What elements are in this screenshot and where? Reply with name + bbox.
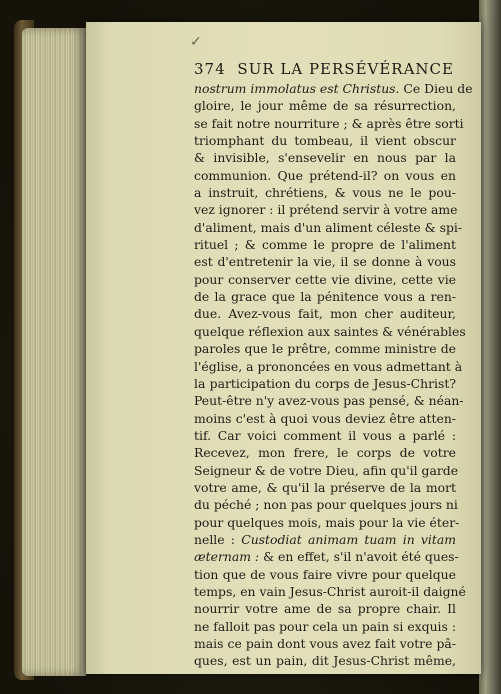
- line-text: ques, est un pain, dit Jesus-Christ même,: [194, 653, 456, 669]
- text-line: [194, 184, 456, 201]
- line-text: due. Avez-vous fait, mon cher auditeur,: [194, 306, 456, 322]
- line-text: moins c'est à quoi vous deviez être atten-: [194, 410, 456, 426]
- pencil-mark: ✓: [190, 34, 202, 50]
- line-text: est d'entretenir la vie, il se donne à vous: [194, 254, 456, 270]
- text-line: [194, 635, 456, 652]
- text-line: [194, 392, 464, 409]
- text-line: [194, 444, 456, 461]
- latin-quote: nostrum immolatus est Christus.: [194, 81, 400, 96]
- text-line: [194, 514, 460, 531]
- text-line: [194, 600, 456, 617]
- body-text: [194, 80, 473, 670]
- line-text: gloire, le jour même de sa résurrection,: [194, 98, 456, 114]
- text-line: [194, 496, 456, 513]
- text-line: [194, 566, 456, 583]
- page-number: 374: [194, 60, 226, 78]
- text-line: [194, 410, 456, 427]
- text-line: [194, 305, 456, 322]
- text-line: [194, 340, 456, 357]
- line-text: & invisible, s'ensevelir en nous par la: [194, 150, 456, 166]
- text-line: [194, 652, 456, 669]
- line-text: a instruit, chrétiens, & vous ne le pou-: [194, 185, 456, 201]
- text-line: [194, 375, 456, 392]
- line-text: rituel ; & comme le propre de l'aliment: [194, 237, 456, 253]
- facing-page-edge: [479, 0, 501, 694]
- line-text: & en effet, s'il n'avoit été ques-: [259, 549, 459, 565]
- running-head: [194, 60, 454, 78]
- text-line: [194, 618, 456, 635]
- text-line: [194, 271, 456, 288]
- line-text: triomphant du tombeau, il vient obscur: [194, 133, 456, 149]
- line-text: pour quelques mois, mais pour la vie éter-: [194, 514, 460, 530]
- text-line: [194, 80, 473, 97]
- text-line: [194, 167, 456, 184]
- line-text: d'aliment, mais d'un aliment céleste & spi-: [194, 219, 463, 235]
- text-line: [194, 323, 466, 340]
- text-line: [194, 479, 456, 496]
- text-line: [194, 115, 464, 132]
- line-text: Recevez, mon frere, le corps de votre: [194, 445, 456, 461]
- line-text: quelque réflexion aux saintes & vénérables: [194, 323, 466, 339]
- text-line: [194, 132, 456, 149]
- line-text: la participation du corps de Jesus-Christ?: [194, 375, 456, 391]
- line-text: tion que de vous faire vivre pour quelque: [194, 566, 456, 582]
- page-edges: [22, 28, 86, 676]
- text-line: [194, 149, 456, 166]
- line-text: Peut-être n'y avez-vous pas pensé, & néan-: [194, 393, 464, 409]
- text-line: [194, 358, 463, 375]
- text-line: [194, 97, 456, 114]
- line-text: communion. Que prétend-il? on vous en: [194, 167, 456, 183]
- line-text: vez ignorer : il prétend servir à votre ame: [194, 202, 458, 218]
- line-text: votre ame, & qu'il la préserve de la mort: [194, 479, 456, 495]
- line-text: Ce Dieu de: [399, 81, 473, 96]
- text-line: [194, 462, 459, 479]
- line-text: se fait notre nourriture ; & après être sorti: [194, 115, 464, 131]
- text-line: [194, 427, 456, 444]
- latin-quote: Custodiat animam tuam in vitam: [241, 531, 457, 547]
- line-text: Seigneur & de votre Dieu, afin qu'il garde: [194, 462, 459, 478]
- line-text: temps, en vain Jesus-Christ auroit-il daigné: [194, 583, 466, 599]
- text-line: [194, 548, 459, 565]
- text-line: [194, 236, 456, 253]
- text-line: [194, 219, 463, 236]
- line-text: pour conserver cette vie divine, cette vie: [194, 271, 456, 287]
- text-line: [194, 583, 466, 600]
- text-line: [194, 531, 456, 548]
- line-text: ne falloit pas pour cela un pain si exquis :: [194, 618, 456, 634]
- running-title: SUR LA PERSÉVÉRANCE: [237, 60, 454, 78]
- line-text: nelle :: [194, 531, 242, 547]
- line-text: tif. Car voici comment il vous a parlé :: [194, 427, 456, 443]
- line-text: nourrir votre ame de sa propre chair. Il: [194, 601, 456, 617]
- text-line: [194, 253, 456, 270]
- line-text: mais ce pain dont vous avez fait votre pâ-: [194, 636, 456, 651]
- text-line: [194, 201, 456, 218]
- line-text: l'église, a prononcées en vous admettant à: [194, 358, 463, 374]
- line-text: de la grace que la pénitence vous a ren-: [194, 289, 456, 305]
- line-text: du péché ; non pas pour quelques jours ni: [194, 497, 458, 513]
- line-text: paroles que le prêtre, comme ministre de: [194, 341, 456, 357]
- latin-quote: æternam :: [194, 549, 260, 565]
- text-line: [194, 288, 456, 305]
